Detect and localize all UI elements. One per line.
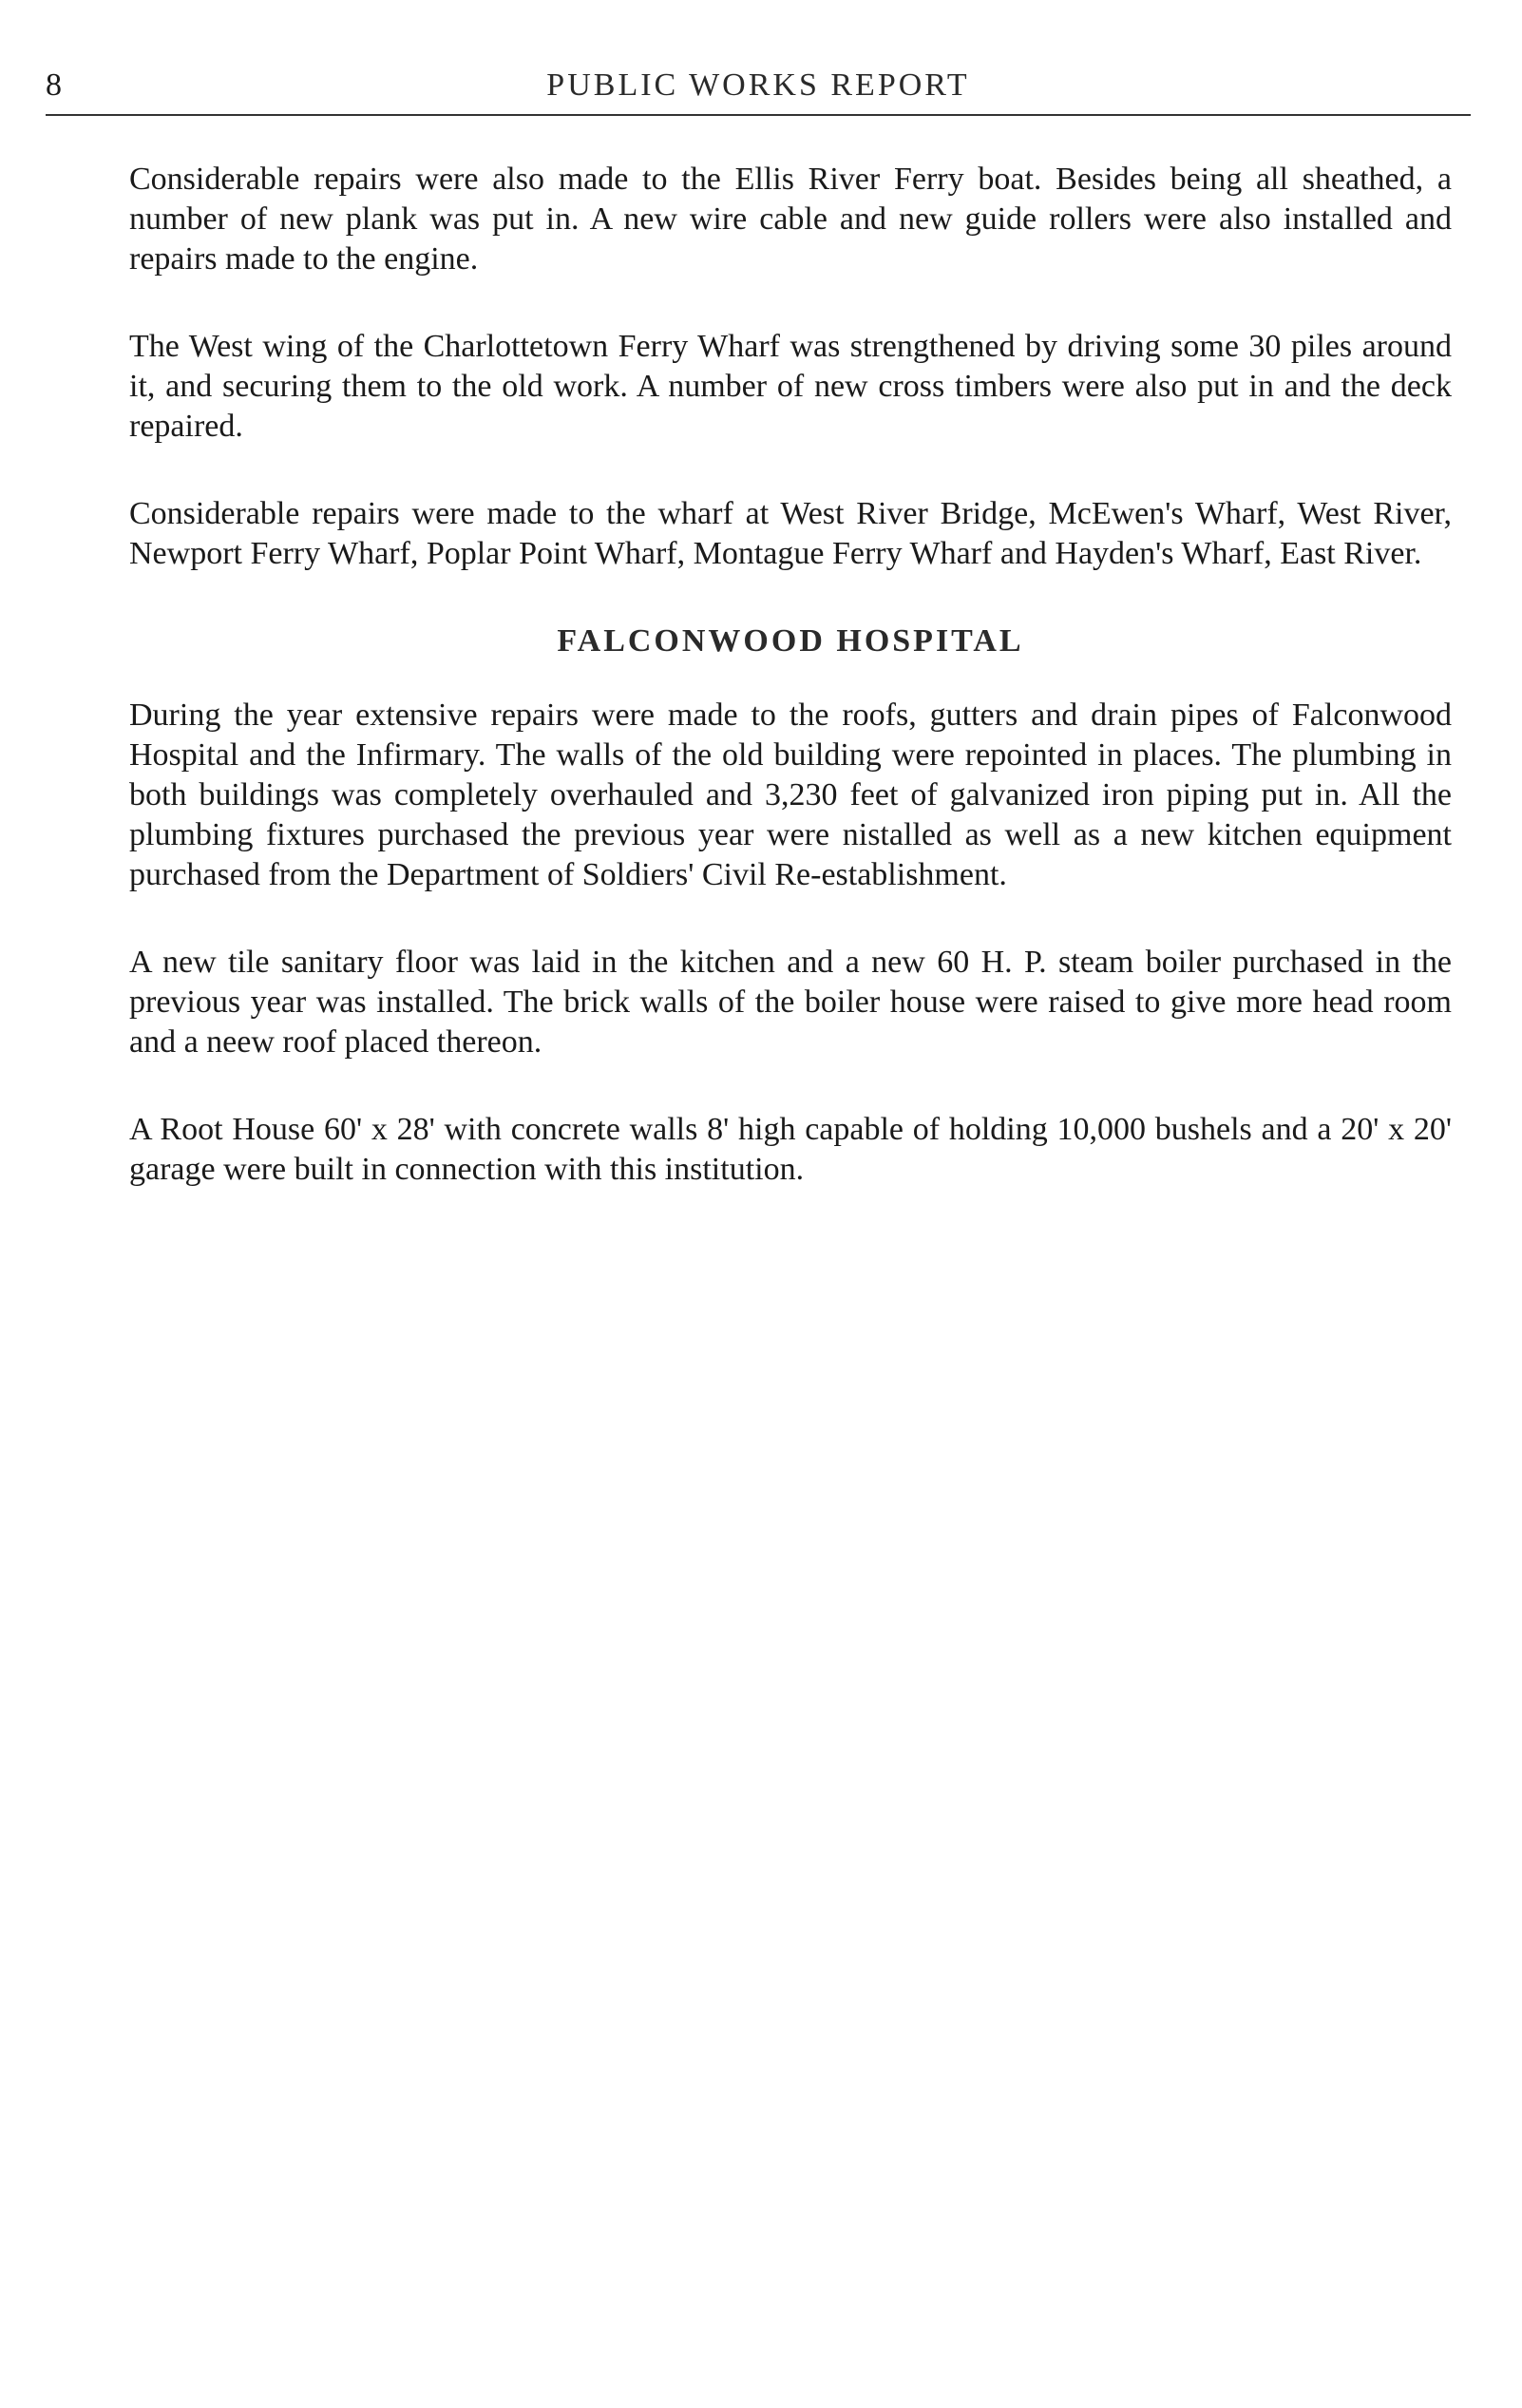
page-number: 8 — [46, 67, 62, 103]
running-head: PUBLIC WORKS REPORT — [546, 67, 970, 103]
paragraph-charlottetown-ferry-wharf: The West wing of the Charlottetown Ferry Wharf was strengthened by driving some 30 piles around it, and securing them to the old work. A number of new cross timbers were also put in and the deck repaired. — [129, 329, 1452, 444]
paragraph-ellis-river-ferry: Considerable repairs were also made to the Ellis River Ferry boat. Besides being all sheathed, a number of new plank was put in. A new wire cable and new guide rollers were also installed and repairs made to the engine. — [129, 162, 1452, 277]
paragraph-hospital-repairs: During the year extensive repairs were made to the roofs, gutters and drain pipes of Falconwood Hospital and the Infirmary. The walls of the old building were repointed in places. The plumbing in both buildings was completely overhauled and 3,230 feet of galvanized iron piping put in. All the plumbing fixtures purchased the previous year were nistalled as well as a new kitchen equipment purchased from the Department of Soldiers' Civil Re-establishment. — [129, 698, 1452, 892]
page-body — [129, 160, 1452, 1237]
paragraph-kitchen-boiler: A new tile sanitary floor was laid in the kitchen and a new 60 H. P. steam boiler purchased in the previous year was installed. The brick walls of the boiler house were raised to give more head room and a neew roof placed thereon. — [129, 945, 1452, 1060]
paragraph-wharf-repairs: Considerable repairs were made to the wharf at West River Bridge, McEwen's Wharf, West River, Newport Ferry Wharf, Poplar Point Wharf, Montague Ferry Wharf and Hayden's Wharf, East River. — [129, 496, 1452, 571]
header-rule — [46, 114, 1471, 116]
section-heading: FALCONWOOD HOSPITAL — [557, 623, 1024, 659]
paragraph-root-house: A Root House 60' x 28' with concrete walls 8' high capable of holding 10,000 bushels and a 20' x 20' garage were built in connection with this institution. — [129, 1112, 1452, 1187]
